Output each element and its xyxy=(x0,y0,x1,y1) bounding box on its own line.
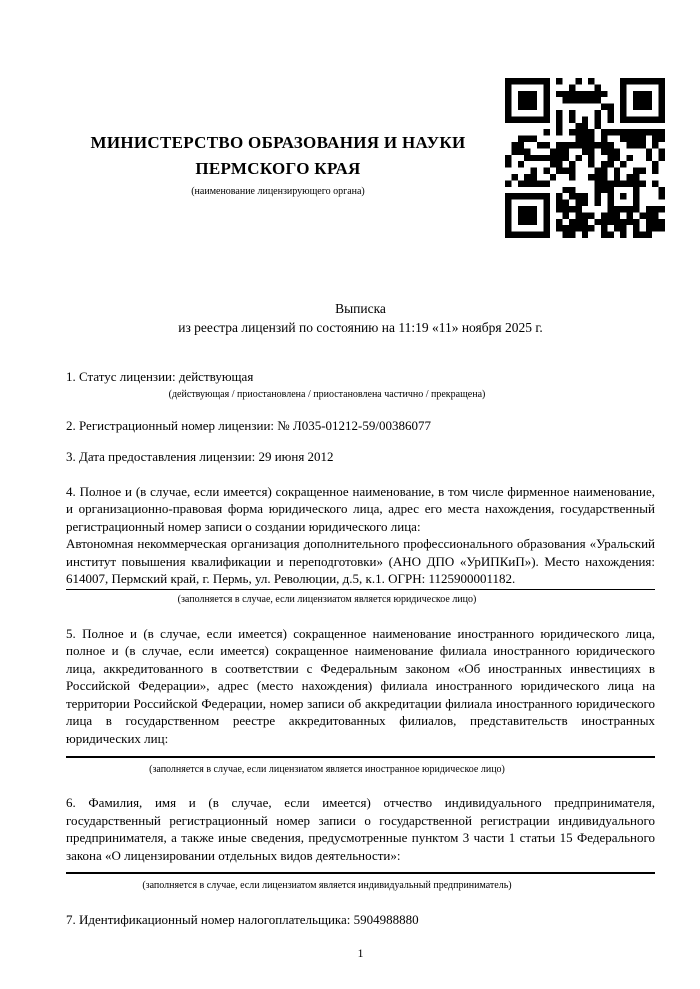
authority-name-line2: ПЕРМСКОГО КРАЯ xyxy=(195,159,361,178)
authority-name-line1: МИНИСТЕРСТВО ОБРАЗОВАНИЯ И НАУКИ xyxy=(90,133,466,152)
item-5-foreign-entity: 5. Полное и (в случае, если имеется) сокращенное наименование иностранного юридического лица, полное и (в случае, если имеется) сокращенное наименование филиала иностранного юридического лица, аккредитованного в соответствии с Федеральным законом «Об иностранных инвестициях в Российской Федерации», адрес (место нахождения) филиала иностранного юридического лица на территории Российской Федерации, номер записи об аккредитации филиала иностранного юридического лица в государственном реестре аккредитованных филиалов, представительств иностранных юридических лиц: xyxy=(66,625,655,746)
document-title xyxy=(66,300,655,337)
item-4-legal-entity xyxy=(66,483,655,536)
licensing-authority-header xyxy=(66,130,490,198)
item-2-registration-number: 2. Регистрационный номер лицензии: № Л035-01212-59/00386077 xyxy=(66,417,432,433)
item-4-separator-rule xyxy=(66,589,655,590)
item-6-separator-rule xyxy=(66,872,655,874)
page-number: 1 xyxy=(357,945,364,960)
item-7-taxpayer-id: 7. Идентификационный номер налогоплательщика: 5904988880 xyxy=(66,912,419,927)
authority-caption: (наименование лицензирующего органа) xyxy=(191,186,365,197)
item-4-caption: (заполняется в случае, если лицензиатом является юридическое лицо) xyxy=(177,593,477,605)
item-6-caption: (заполняется в случае, если лицензиатом является индивидуальный предприниматель) xyxy=(142,880,512,891)
item-5-separator-rule xyxy=(66,756,655,758)
item-1-license-status: 1. Статус лицензии: действующая xyxy=(66,369,254,384)
item-1-caption: (действующая / приостановлена / приостановлена частично / прекращена) xyxy=(168,388,486,400)
item-3-grant-date: 3. Дата предоставления лицензии: 29 июня 2012 xyxy=(66,449,334,464)
qr-code-icon xyxy=(505,78,665,238)
document-title-line1: Выписка xyxy=(335,301,386,316)
item-5-caption: (заполняется в случае, если лицензиатом является иностранное юридическое лицо) xyxy=(149,764,505,775)
document-title-line2: из реестра лицензий по состоянию на 11:19 «11» ноября 2025 г. xyxy=(178,319,543,335)
item-6-individual-entrepreneur: 6. Фамилия, имя и (в случае, если имеется) отчество индивидуального предпринимателя, государственный регистрационный номер записи о государственной регистрации индивидуального предпринимателя, а также иные сведения, предусмотренные пунктом 3 части 1 статьи 15 Федерального закона «О лицензировании отдельных видов деятельности»: xyxy=(66,795,655,863)
item-4-label: 4. Полное и (в случае, если имеется) сокращенное наименование, в том числе фирменное наименование, и организационно-правовая форма юридического лица, адрес его места нахождения, государственный регистрационный номер записи о создании юридического лица: xyxy=(66,483,655,534)
item-4-value: Автономная некоммерческая организация дополнительного профессионального образования «Уральский институт повышения квалификации и переподготовки» (АНО ДПО «УрИПКиП»). Место нахождения: 614007, Пермский край, г. Пермь, ул. Революции, д.5, к.1. ОГРН: 1125900001182. xyxy=(66,536,655,586)
